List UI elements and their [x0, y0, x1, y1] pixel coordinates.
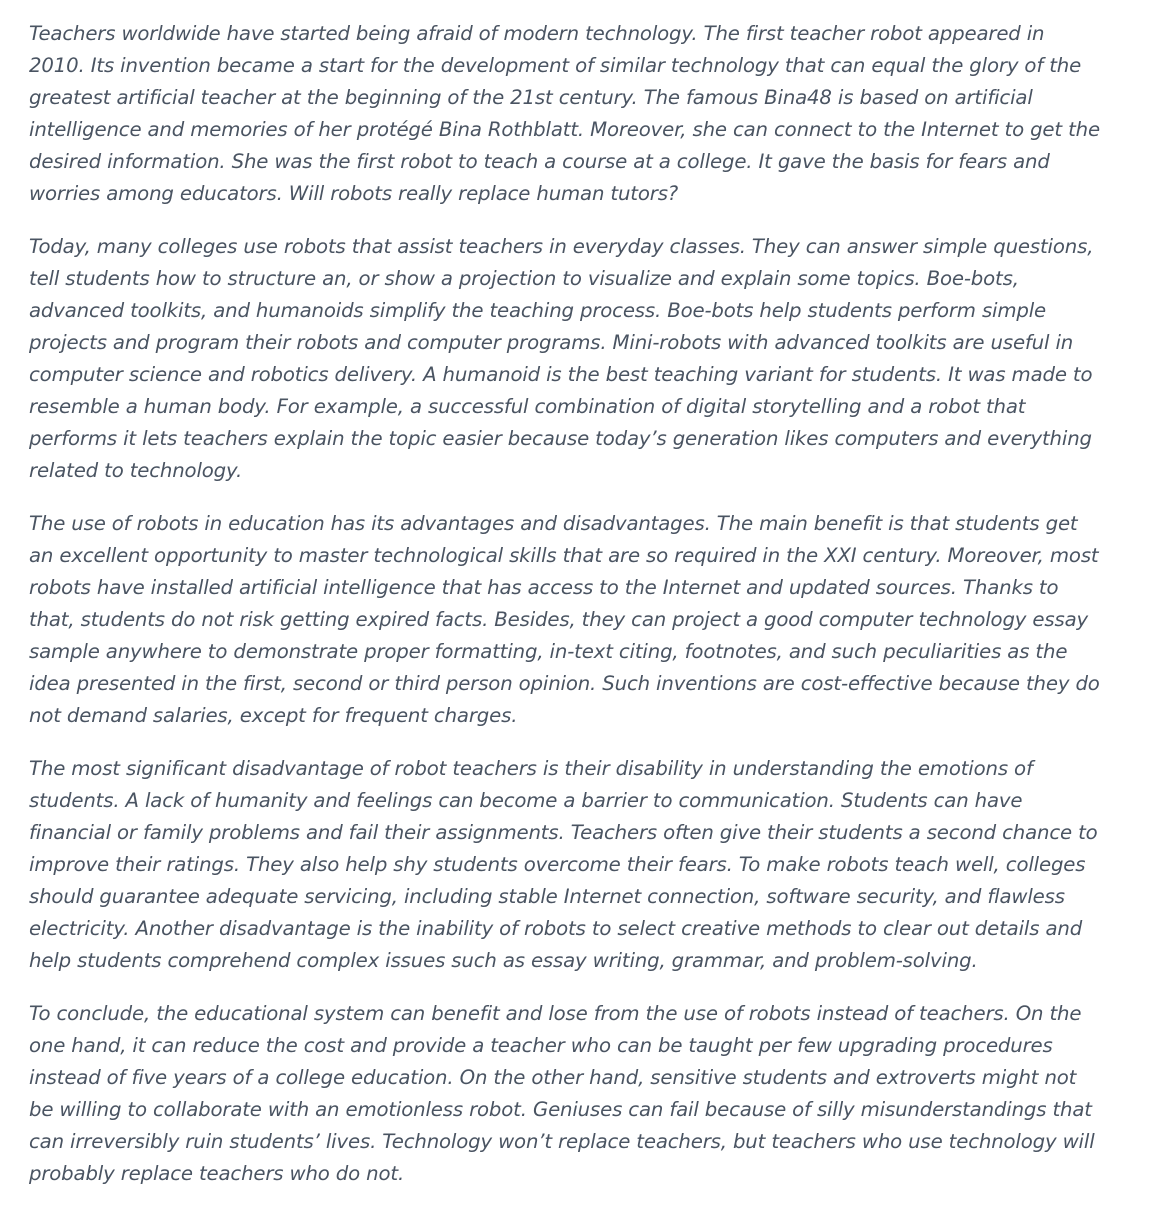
- paragraph-conclusion: To conclude, the educational system can benefit and lose from the use of robots instead of teachers. On the one hand, it can reduce the cost and provide a teacher who can be taught per few upgrading procedures instead of five years of a college education. On the other hand, sensitive students and extroverts might not be willing to collaborate with an emotionless robot. Geniuses can fail because of silly misunderstandings that can irreversibly ruin students’ lives. Technology won’t replace teachers, but teachers who use technology will probably replace teachers who do not.: [29, 1002, 1095, 1185]
- paragraph-intro: Teachers worldwide have started being afraid of modern technology. The first teacher robot appeared in 2010. Its invention became a start for the development of similar technology that can equal the glory of the greatest artificial teacher at the beginning of the 21st century. The famous Bina48 is based on artificial intelligence and memories of her protégé Bina Rothblatt. Moreover, she can connect to the Internet to get the desired information. She was the first robot to teach a course at a college. It gave the basis for fears and worries among educators. Will robots really replace human tutors?: [29, 22, 1100, 205]
- paragraph-disadvantages: The most significant disadvantage of robot teachers is their disability in understanding the emotions of students. A lack of humanity and feelings can become a barrier to communication. Students can have financial or family problems and fail their assignments. Teachers often give their students a second chance to improve their ratings. They also help shy students overcome their fears. To make robots teach well, colleges should guarantee adequate servicing, including stable Internet connection, software security, and flawless electricity. Another disadvantage is the inability of robots to select creative methods to clear out details and help students comprehend complex issues such as essay writing, grammar, and problem-solving.: [29, 757, 1098, 972]
- paragraph-robots-in-colleges: Today, many colleges use robots that assist teachers in everyday classes. They can answer simple questions, tell students how to structure an, or show a projection to visualize and explain some topics. Boe-bots, advanced toolkits, and humanoids simplify the teaching process. Boe-bots help students perform simple projects and program their robots and computer programs. Mini-robots with advanced toolkits are useful in computer science and robotics delivery. A humanoid is the best teaching variant for students. It was made to resemble a human body. For example, a successful combination of digital storytelling and a robot that performs it lets teachers explain the topic easier because today’s generation likes computers and everything related to technology.: [29, 235, 1094, 482]
- paragraph-advantages: The use of robots in education has its advantages and disadvantages. The main benefit is that students get an excellent opportunity to master technological skills that are so required in the XXI century. Moreover, most robots have installed artificial intelligence that has access to the Internet and updated sources. Thanks to that, students do not risk getting expired facts. Besides, they can project a good computer technology essay sample anywhere to demonstrate proper formatting, in-text citing, footnotes, and such peculiarities as the idea presented in the first, second or third person opinion. Such inventions are cost-effective because they do not demand salaries, except for frequent charges.: [29, 512, 1100, 727]
- article-body: [29, 18, 1104, 1211]
